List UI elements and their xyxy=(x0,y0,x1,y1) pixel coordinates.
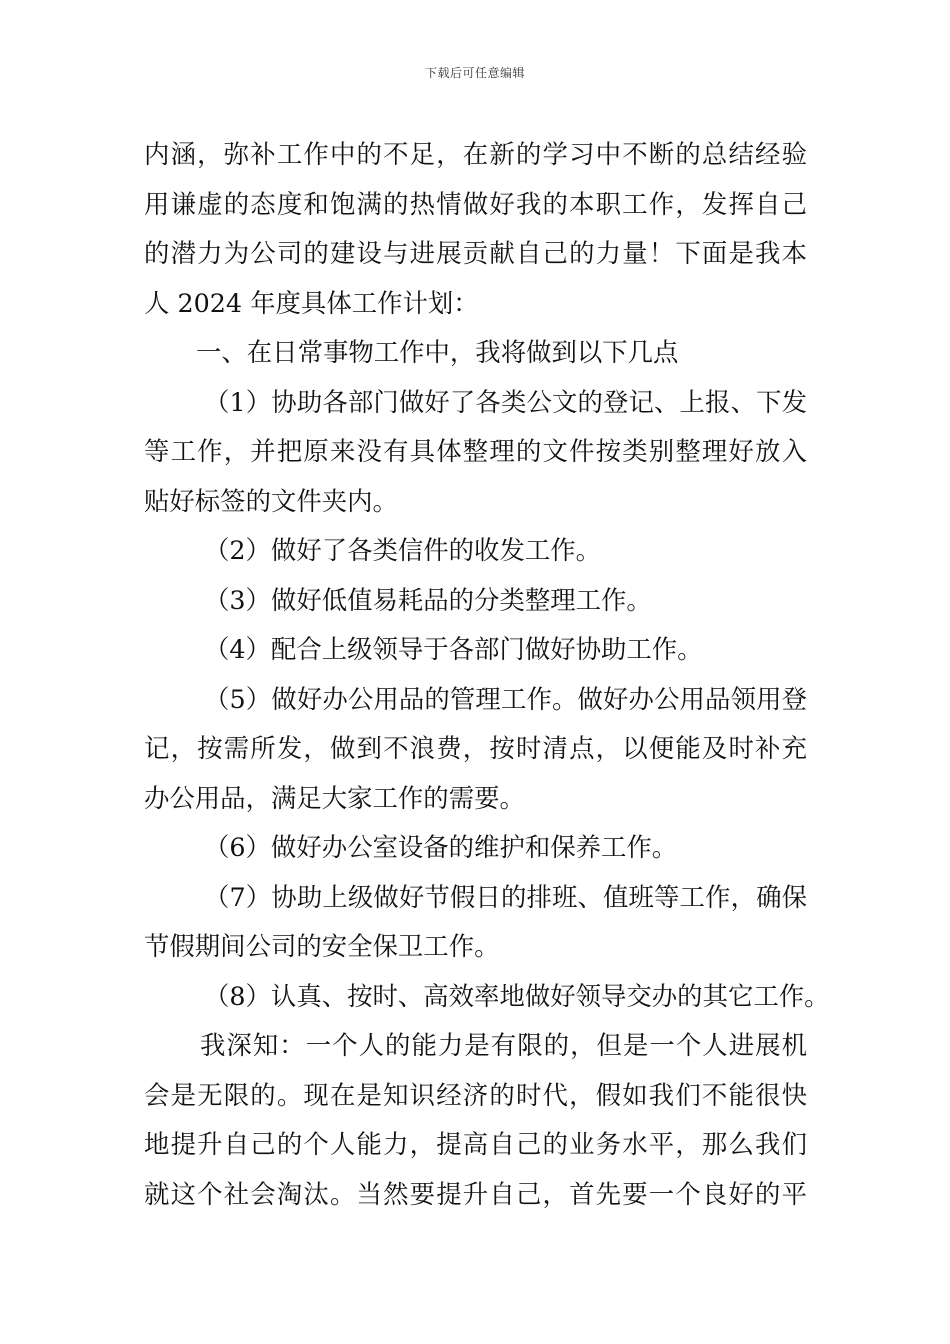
text-line: 节假期间公司的安全保卫工作。 xyxy=(144,931,500,961)
text-line: 会是无限的。现在是知识经济的时代，假如我们不能很快 xyxy=(144,1079,807,1110)
text-line: 贴好标签的文件夹内。 xyxy=(144,485,398,516)
list-item: （5）做好办公用品的管理工作。做好办公用品领用登 xyxy=(204,683,807,714)
text-line: 的潜力为公司的建设与进展贡献自己的力量！下面是我本 xyxy=(144,238,807,268)
text-line: 人 2024 年度具体工作计划： xyxy=(144,287,479,318)
text-line: （1）协助各部门做好了各类公文的登记、上报、下发 xyxy=(204,386,807,417)
list-item: （2）做好了各类信件的收发工作。 xyxy=(204,535,602,565)
list-item: （6）做好办公室设备的维护和保养工作。 xyxy=(204,832,678,862)
list-item: （3）做好低值易耗品的分类整理工作。 xyxy=(204,584,652,615)
text-line: 地提升自己的个人能力，提高自己的业务水平，那么我们 xyxy=(144,1129,807,1159)
list-item: （7）协助上级做好节假日的排班、值班等工作，确保 xyxy=(204,881,807,912)
text-line: 办公用品，满足大家工作的需要。 xyxy=(144,782,525,813)
section-heading: 一、在日常事物工作中，我将做到以下几点 xyxy=(196,337,679,367)
text-line: 我深知：一个人的能力是有限的，但是一个人进展机 xyxy=(200,1030,807,1060)
text-line: 记，按需所发，做到不浪费，按时清点，以便能及时补充 xyxy=(144,733,807,763)
text-line: 用谦虚的态度和饱满的热情做好我的本职工作，发挥自己 xyxy=(144,188,807,219)
document-body xyxy=(144,130,830,1219)
list-item: （4）配合上级领导于各部门做好协助工作。 xyxy=(204,634,703,664)
list-item: （8）认真、按时、高效率地做好领导交办的其它工作。 xyxy=(204,980,830,1011)
text-line: 就这个社会淘汰。当然要提升自己，首先要一个良好的平 xyxy=(144,1178,807,1209)
page-header: 下载后可任意编辑 xyxy=(424,66,525,80)
text-line: 等工作，并把原来没有具体整理的文件按类别整理好放入 xyxy=(144,436,807,466)
text-line: 内涵，弥补工作中的不足，在新的学习中不断的总结经验 xyxy=(144,139,807,169)
